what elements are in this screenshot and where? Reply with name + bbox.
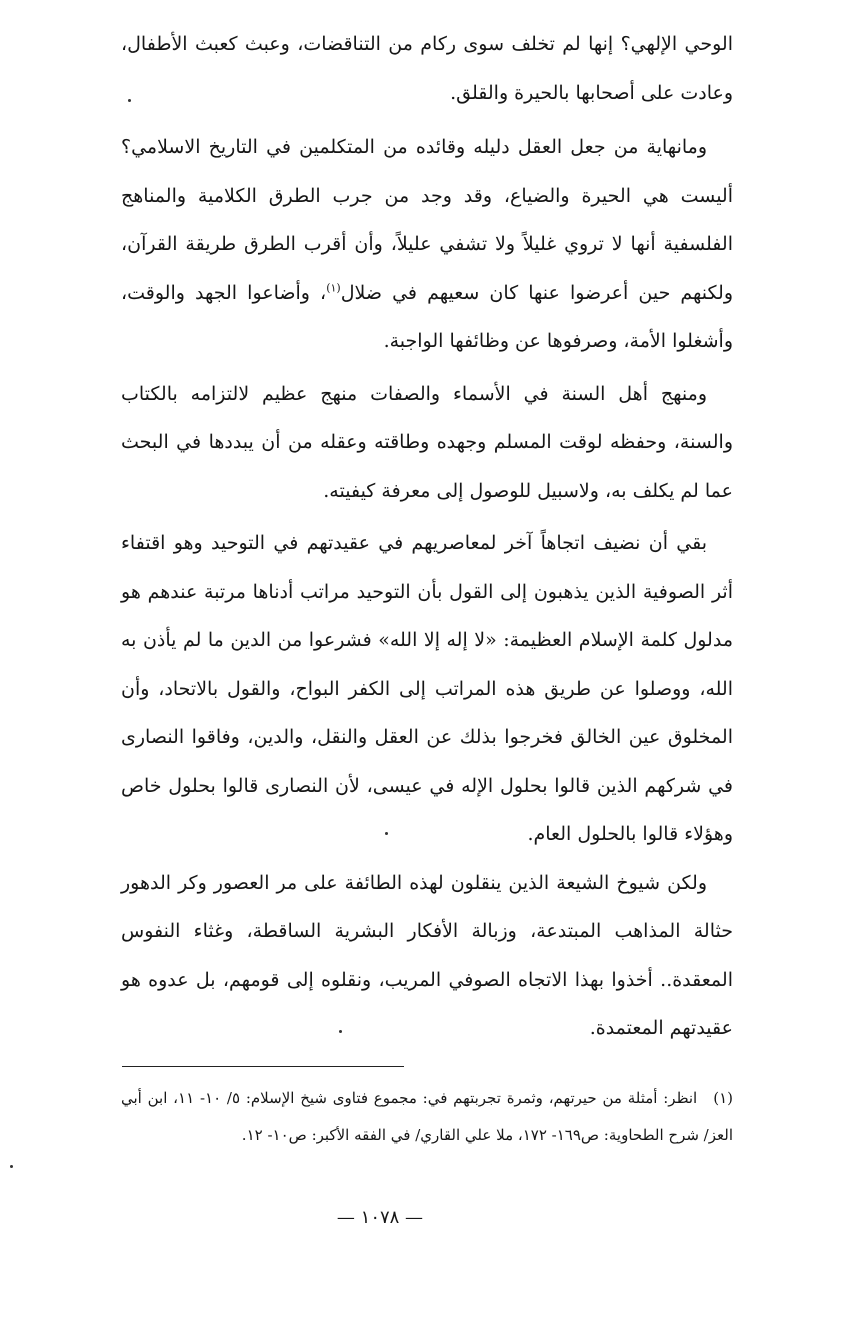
footnote-marker: (١) — [713, 1089, 733, 1107]
paragraph-3: ومنهج أهل السنة في الأسماء والصفات منهج عظيم لالتزامه بالكتاب والسنة، وحفظه لوقت المسلم وجهده وطاقته وعقله من أن يبددها في البحث عما لم يكلف به، ولاسبيل للوصول إلى معرفة كيفيته. — [121, 382, 733, 502]
footnote-separator — [122, 1066, 404, 1067]
paragraph-4: بقي أن نضيف اتجاهاً آخر لمعاصريهم في عقيدتهم في التوحيد وهو اقتفاء أثر الصوفية الذين يذهبون إلى القول بأن التوحيد مراتب أدناها مرتبة عندهم هو مدلول كلمة الإسلام العظيمة: «لا إله إلا الله» فشرعوا من الدين ما لم يأذن به الله، ووصلوا عن طريق هذه المراتب إلى الكفر البواح، والقول بالاتحاد، وأن المخلوق عين الخالق فخرجوا بذلك عن العقل والنقل، والدين، وفاقوا النصارى في شركهم الذين قالوا بحلول الإله في عيسى، لأن النصارى قالوا بحلول خاص وهؤلاء قالوا بالحلول العام. — [121, 532, 733, 845]
scan-speck — [339, 1030, 342, 1033]
paragraph-1: الوحي الإلهي؟ إنها لم تخلف سوى ركام من التناقضات، وعبث كعبث الأطفال، وعادت على أصحابها بالحيرة والقلق. — [121, 33, 733, 104]
paragraph-2 — [121, 123, 733, 366]
scan-speck — [10, 1165, 13, 1168]
page-number: — ١٠٧٨ — — [336, 1207, 424, 1228]
footnote-text: انظر: أمثلة من حيرتهم، وثمرة تجربتهم في: مجموع فتاوى شيخ الإسلام: ٥/ ١٠- ١١، ابن أبي العز/ شرح الطحاوية: ص١٦٩- ١٧٢، ملا علي القاري/ في الفقه الأكبر: ص١٠- ١٢. — [121, 1089, 733, 1144]
main-text — [121, 20, 733, 1053]
footnote-reference[interactable]: (١) — [326, 281, 341, 295]
paragraph-2-text: ومانهاية من جعل العقل دليله وقائده من المتكلمين في التاريخ الاسلامي؟ أليست هي الحيرة والضياع، وقد وجد من جرب الطرق الكلامية والمناهج الفلسفية أنها لا تروي غليلاً ولا تشفي عليلاً، وأن أقرب الطرق طريقة القرآن، ولكنهم حين أعرضوا عنها كان سعيهم في ضلال — [121, 136, 733, 304]
scan-speck — [385, 832, 388, 835]
footnote — [121, 1080, 733, 1154]
scan-speck — [128, 99, 131, 102]
paragraph-5: ولكن شيوخ الشيعة الذين ينقلون لهذه الطائفة على مر العصور وكر الدهور حثالة المذاهب المبتدعة، وزبالة الأفكار البشرية الساقطة، وغثاء النفوس المعقدة.. أخذوا بهذا الاتجاه الصوفي المريب، ونقلوه إلى قومهم، بل عدوه هو عقيدتهم المعتمدة. — [121, 871, 733, 1039]
paragraph-2-continuation: ، وأضاعوا الجهد والوقت، وأشغلوا الأمة، وصرفوها عن وظائفها الواجبة. — [121, 281, 733, 352]
